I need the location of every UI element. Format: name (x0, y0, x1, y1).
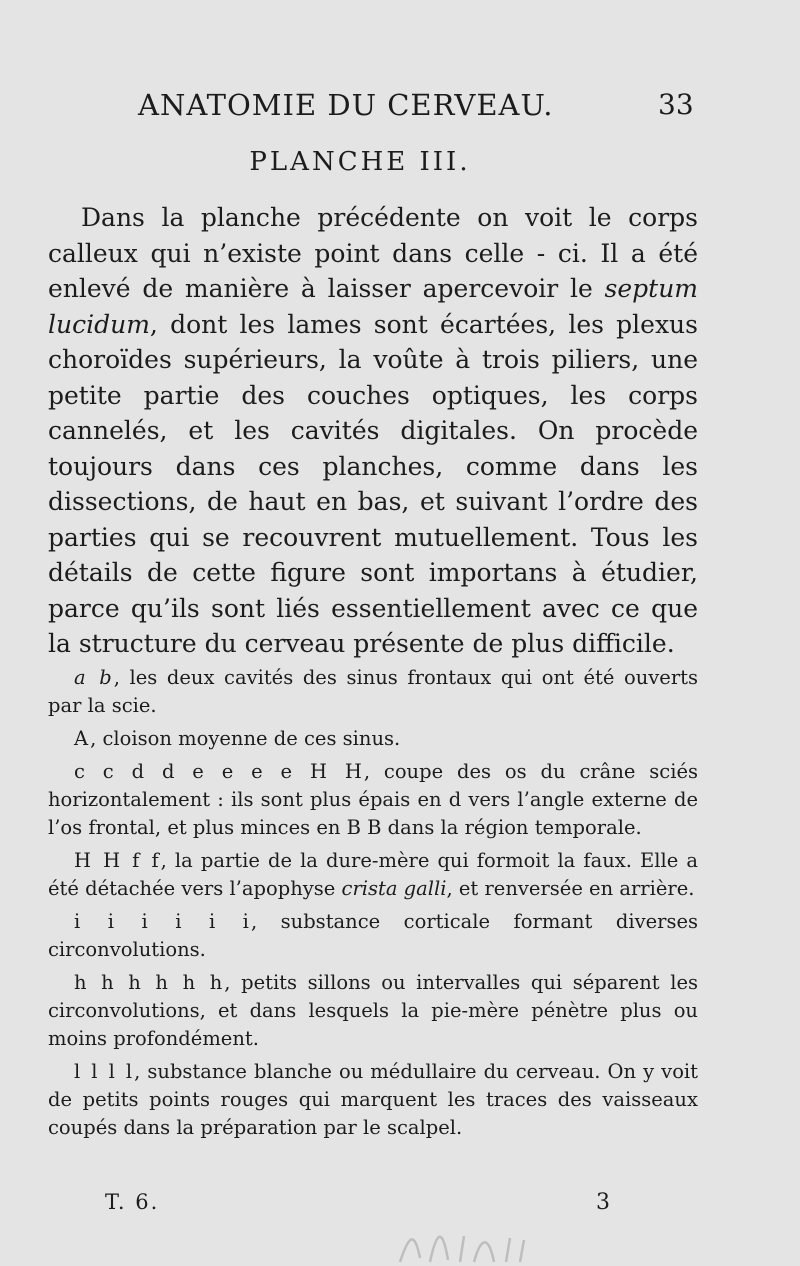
legend-text: , et renversée en arrière. (446, 877, 695, 900)
main-text-part-2: , dont les lames sont écartées, les plexus choroïdes supérieurs, la voûte à trois piliers, une petite partie des couches optiques, les corps cannelés, et les cavités digitales. On procède toujours dans ces planches, comme dans les dissections, de haut en bas, et suivant l’ordre des parties qui se recouvrent mutuellement. Tous les détails de cette figure sont importans à étudier, parce qu’ils sont liés essentiellement avec ce que la structure du cerveau présente de plus difficile. (48, 309, 698, 658)
legend-italic-term: crista galli (341, 877, 447, 900)
faint-ink-mark (390, 1218, 550, 1266)
legend-key: A (74, 727, 91, 750)
legend-entry (48, 908, 698, 964)
signature-mark: T. 6. (105, 1190, 160, 1214)
page-number: 33 (658, 88, 694, 121)
main-text-part-1: Dans la planche précédente on voit le corps calleux qui n’existe point dans celle - ci. Il a été enlevé de manière à laisser apercevoir le (48, 203, 698, 303)
legend-key: i i i i i i (74, 910, 251, 933)
legend-text: , substance blanche ou médullaire du cerveau. On y voit de petits points rouges qui marquent les traces des vaisseaux coupés dans la préparation par le scalpel. (48, 1060, 699, 1139)
legend-key: a b (74, 666, 114, 689)
legend-entry (48, 847, 698, 903)
legend-entry (48, 758, 698, 842)
legend-entry (48, 725, 698, 753)
main-paragraph (48, 200, 698, 662)
figure-legend (48, 664, 698, 1147)
main-text-italic-term: septum lucidum (48, 274, 698, 339)
legend-text: , la partie de la dure-mère qui formoit la faux. Elle a été détachée vers l’apophyse (48, 849, 698, 900)
legend-text: , substance corticale formant diverses circonvolutions. (48, 910, 698, 961)
legend-key: l l l l (74, 1060, 135, 1083)
legend-entry (48, 969, 698, 1053)
legend-key: c c d d e e e e H H (74, 760, 364, 783)
legend-text: , les deux cavités des sinus frontaux qui ont été ouverts par la scie. (48, 666, 698, 717)
plate-title: PLANCHE III. (249, 147, 471, 177)
running-title: ANATOMIE DU CERVEAU. (138, 88, 554, 122)
signature-number: 3 (596, 1190, 610, 1215)
legend-text: , cloison moyenne de ces sinus. (90, 727, 401, 750)
legend-text: , petits sillons ou intervalles qui séparent les circonvolutions, et dans lesquels la pie-mère pénètre plus ou moins profondément. (48, 971, 698, 1050)
legend-text: , coupe des os du crâne sciés horizontalement : ils sont plus épais en d vers l’angle externe de l’os frontal, et plus minces en B B dans la région temporale. (48, 760, 698, 839)
legend-key: h h h h h h (74, 971, 225, 994)
legend-key: H H f f (74, 849, 161, 872)
legend-entry (48, 664, 698, 720)
legend-entry (48, 1058, 698, 1142)
